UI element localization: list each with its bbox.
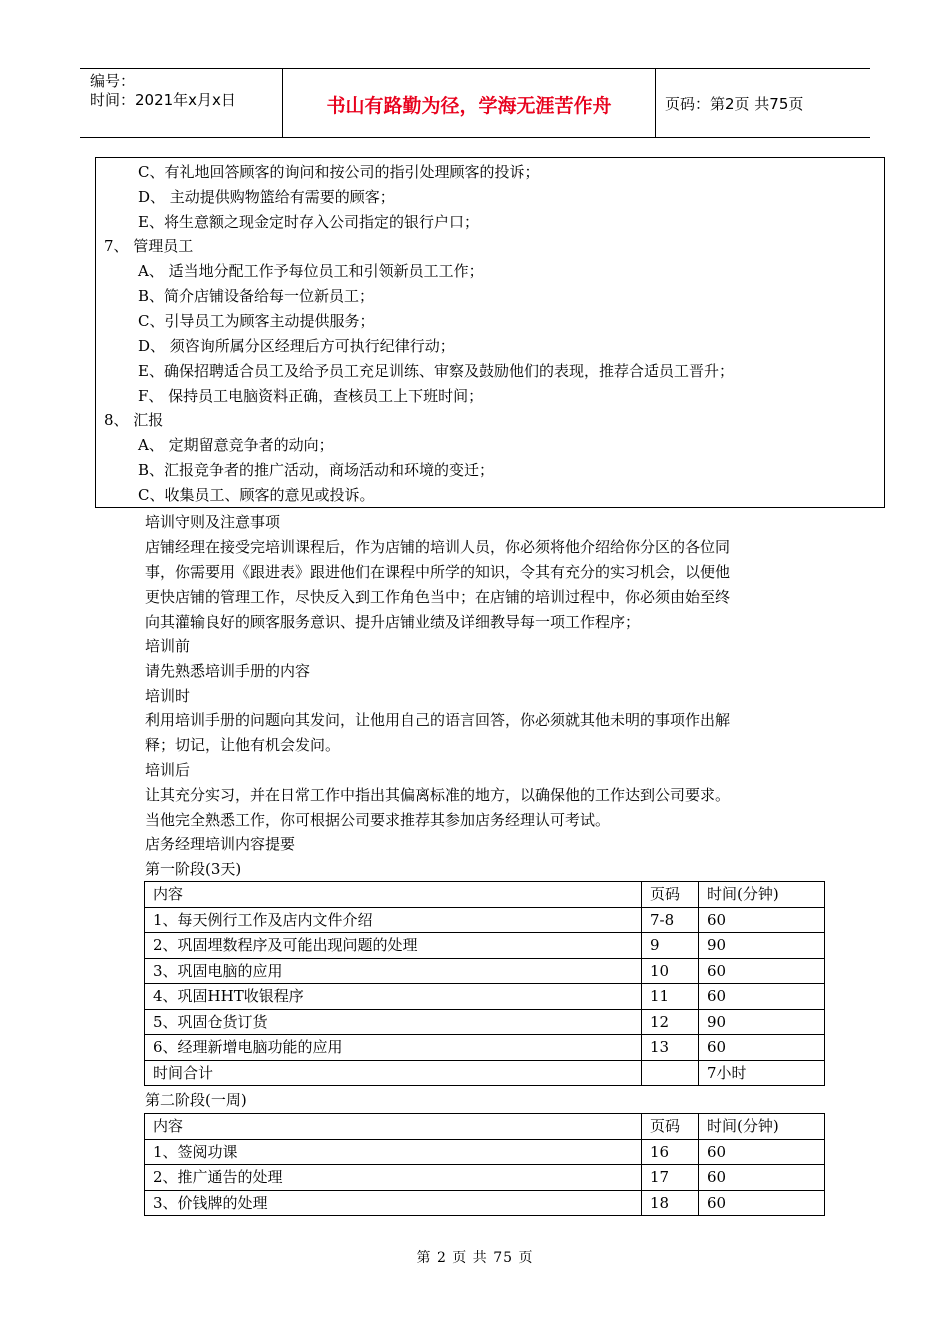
list-item: C、有礼地回答顾客的询问和按公司的指引处理顾客的投诉； [138, 163, 540, 181]
table-header-cell: 时间(分钟) [699, 882, 825, 908]
table-cell: 2、推广通告的处理 [145, 1165, 642, 1191]
table-row [145, 1009, 825, 1035]
table-cell: 60 [699, 958, 825, 984]
page-header [80, 68, 870, 138]
table-cell: 2、巩固埋数程序及可能出现问题的处理 [145, 933, 642, 959]
table-cell: 10 [642, 958, 699, 984]
table-cell: 6、经理新增电脑功能的应用 [145, 1035, 642, 1061]
table-row [145, 1139, 825, 1165]
page-footer: 第 2 页 共 75 页 [416, 1250, 534, 1266]
section-title: 培训后 [145, 761, 191, 779]
list-item: A、 定期留意竞争者的动向； [138, 436, 334, 454]
table-cell: 5、巩固仓货订货 [145, 1009, 642, 1035]
table-cell: 60 [699, 907, 825, 933]
header-motto: 书山有路勤为径，学海无涯苦作舟 [326, 95, 612, 117]
document-time-label: 时间：2021年x月x日 [90, 91, 236, 109]
stage-title: 第二阶段(一周) [145, 1091, 247, 1109]
table-cell: 60 [699, 1190, 825, 1216]
section-title: 培训守则及注意事项 [145, 513, 281, 531]
table-row [145, 933, 825, 959]
stage1-table [144, 881, 825, 1086]
stage-title: 第一阶段(3天) [145, 860, 242, 878]
table-row [145, 958, 825, 984]
list-item: C、收集员工、顾客的意见或投诉。 [138, 486, 375, 504]
table-cell: 时间合计 [145, 1060, 642, 1086]
table-cell: 16 [642, 1139, 699, 1165]
table-header-cell: 页码 [642, 1114, 699, 1140]
table-cell: 4、巩固HHT收银程序 [145, 984, 642, 1010]
paragraph-line: 向其灌输良好的顾客服务意识、提升店铺业绩及详细教导每一项工作程序； [145, 613, 641, 631]
table-cell: 18 [642, 1190, 699, 1216]
list-item: D、 主动提供购物篮给有需要的顾客； [138, 188, 395, 206]
table-header-row [145, 1114, 825, 1140]
section-heading: 8、 汇报 [104, 411, 164, 429]
table-total-row [145, 1060, 825, 1086]
table-row [145, 1190, 825, 1216]
table-cell: 60 [699, 1165, 825, 1191]
section-title: 店务经理培训内容提要 [145, 835, 296, 853]
document-number-label: 编号： [90, 72, 136, 90]
duties-box [95, 157, 885, 508]
table-cell: 1、每天例行工作及店内文件介绍 [145, 907, 642, 933]
table-row [145, 1035, 825, 1061]
section-title: 培训时 [145, 687, 191, 705]
table-header-cell: 页码 [642, 882, 699, 908]
paragraph-line: 事，你需要用《跟进表》跟进他们在课程中所学的知识，令其有充分的实习机会，以便他 [145, 563, 731, 581]
stage2-table [144, 1113, 825, 1216]
header-divider [655, 69, 656, 137]
table-row [145, 984, 825, 1010]
table-cell: 60 [699, 1035, 825, 1061]
list-item: F、 保持员工电脑资料正确，查核员工上下班时间； [138, 387, 484, 405]
table-row [145, 1165, 825, 1191]
table-cell: 60 [699, 1139, 825, 1165]
table-cell: 12 [642, 1009, 699, 1035]
list-item: A、 适当地分配工作予每位员工和引领新员工工作； [138, 262, 484, 280]
table-header-row [145, 882, 825, 908]
section-heading: 7、 管理员工 [104, 237, 194, 255]
table-cell: 11 [642, 984, 699, 1010]
paragraph-line: 让其充分实习，并在日常工作中指出其偏离标准的地方，以确保他的工作达到公司要求。 [145, 786, 731, 804]
table-row [145, 907, 825, 933]
table-cell: 3、价钱牌的处理 [145, 1190, 642, 1216]
table-header-cell: 内容 [145, 1114, 642, 1140]
table-cell: 7小时 [699, 1060, 825, 1086]
table-cell: 90 [699, 1009, 825, 1035]
list-item: E、确保招聘适合员工及给予员工充足训练、审察及鼓励他们的表现，推荐合适员工晋升； [138, 362, 734, 380]
list-item: B、汇报竞争者的推广活动，商场活动和环境的变迁； [138, 461, 495, 479]
table-cell: 9 [642, 933, 699, 959]
table-header-cell: 时间(分钟) [699, 1114, 825, 1140]
paragraph-line: 释；切记，让他有机会发问。 [145, 736, 341, 754]
table-cell [642, 1060, 699, 1086]
list-item: C、引导员工为顾客主动提供服务； [138, 312, 375, 330]
paragraph-line: 利用培训手册的问题向其发问，让他用自己的语言回答，你必须就其他未明的事项作出解 [145, 711, 731, 729]
list-item: E、将生意额之现金定时存入公司指定的银行户口； [138, 213, 479, 231]
table-cell: 17 [642, 1165, 699, 1191]
table-cell: 1、签阅功课 [145, 1139, 642, 1165]
paragraph-line: 更快店铺的管理工作，尽快反入到工作角色当中；在店铺的培训过程中，你必须由始至终 [145, 588, 731, 606]
table-cell: 60 [699, 984, 825, 1010]
section-title: 培训前 [145, 637, 191, 655]
header-page-info: 页码：第2页 共75页 [665, 95, 804, 113]
list-item: B、简介店铺设备给每一位新员工； [138, 287, 375, 305]
table-cell: 90 [699, 933, 825, 959]
table-cell: 13 [642, 1035, 699, 1061]
paragraph-line: 请先熟悉培训手册的内容 [145, 662, 311, 680]
paragraph-line: 当他完全熟悉工作，你可根据公司要求推荐其参加店务经理认可考试。 [145, 811, 611, 829]
table-header-cell: 内容 [145, 882, 642, 908]
paragraph-line: 店铺经理在接受完培训课程后，作为店铺的培训人员，你必须将他介绍给你分区的各位同 [145, 538, 731, 556]
list-item: D、 须咨询所属分区经理后方可执行纪律行动； [138, 337, 455, 355]
header-meta [90, 72, 236, 110]
table-cell: 3、巩固电脑的应用 [145, 958, 642, 984]
table-cell: 7-8 [642, 907, 699, 933]
